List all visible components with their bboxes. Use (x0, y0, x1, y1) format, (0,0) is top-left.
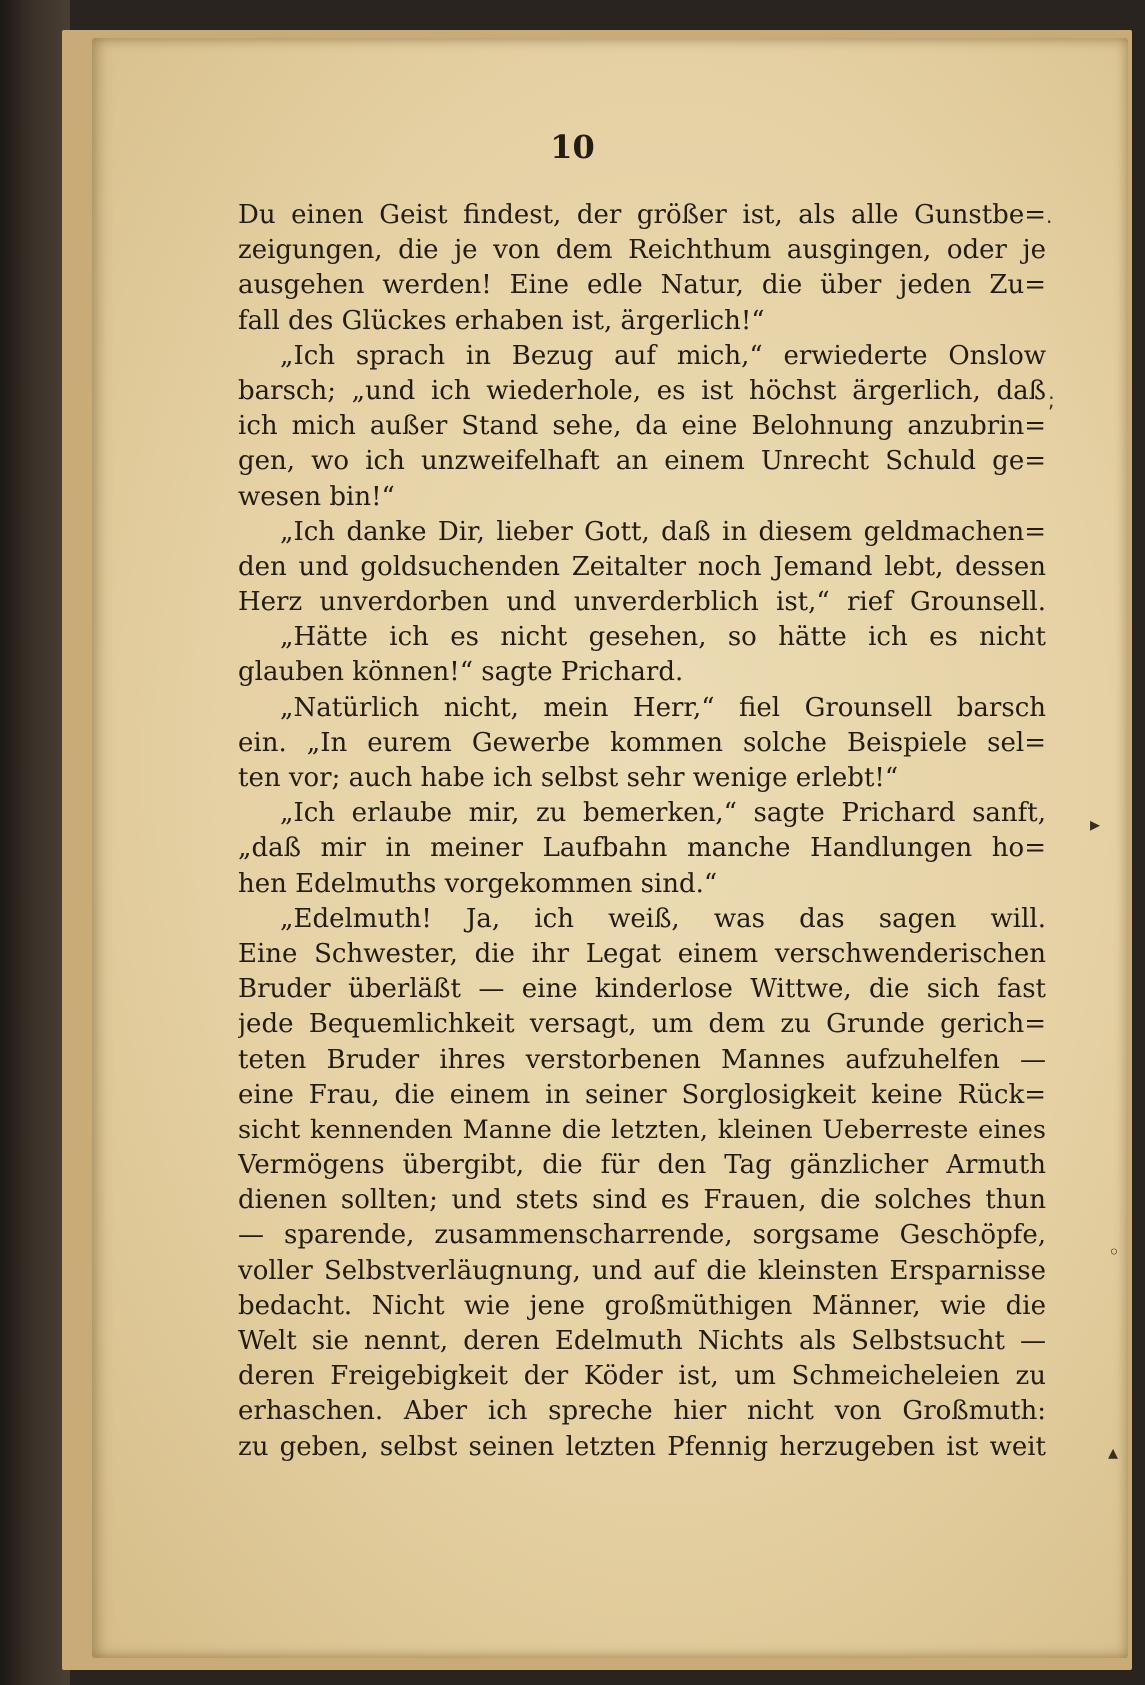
text-line: „Ich sprach in Bezug auf mich,“ erwiederte Onslow (280, 340, 1046, 371)
text-line: gen, wo ich unzweifelhaft an einem Unrecht Schuld ge= (238, 446, 1046, 477)
text-line: zeigungen, die je von dem Reichthum ausgingen, oder je (238, 235, 1046, 266)
text-line: ich mich außer Stand sehe, da eine Belohnung anzubrin= (238, 411, 1046, 442)
text-line: voller Selbstverläugnung, und auf die kleinsten Ersparnisse (238, 1255, 1046, 1286)
text-line: „daß mir in meiner Laufbahn manche Handlungen ho= (238, 833, 1046, 864)
text-line: erhaschen. Aber ich spreche hier nicht von Großmuth: (238, 1396, 1046, 1427)
text-line: Welt sie nennt, deren Edelmuth Nichts als Selbstsucht — (238, 1326, 1046, 1356)
text-line: jede Bequemlichkeit versagt, um dem zu Grunde gerich= (238, 1009, 1046, 1040)
text-line: zu geben, selbst seinen letzten Pfennig herzugeben ist weit (238, 1431, 1046, 1462)
text-line: — sparende, zusammenscharrende, sorgsame Geschöpfe, (238, 1220, 1046, 1251)
text-line: sicht kennenden Manne die letzten, kleinen Ueberreste eines (238, 1114, 1046, 1145)
text-line: Du einen Geist findest, der größer ist, als alle Gunstbe= (238, 200, 1046, 230)
text-line: bedacht. Nicht wie jene großmüthigen Männer, wie die (238, 1290, 1046, 1321)
text-line: ausgehen werden! Eine edle Natur, die über jeden Zu= (238, 270, 1046, 301)
text-line: „Ich danke Dir, lieber Gott, daß in diesem geldmachen= (280, 516, 1046, 547)
margin-mark: ; (1048, 388, 1055, 412)
text-line: deren Freigebigkeit der Köder ist, um Schmeicheleien zu (238, 1361, 1046, 1392)
text-line: dienen sollten; und stets sind es Frauen, die solches thun (238, 1185, 1046, 1216)
text-line: „Edelmuth! Ja, ich weiß, was das sagen will. (280, 903, 1046, 934)
text-line: „Hätte ich es nicht gesehen, so hätte ich es nicht (280, 622, 1046, 653)
text-line: fall des Glückes erhaben ist, ärgerlich!“ (238, 305, 765, 336)
text-line: ten vor; auch habe ich selbst sehr wenige erlebt!“ (238, 763, 899, 793)
text-line: hen Edelmuths vorgekommen sind.“ (238, 868, 718, 899)
text-line: Eine Schwester, die ihr Legat einem verschwenderischen (238, 938, 1046, 969)
margin-mark: · (1046, 210, 1053, 234)
margin-mark: ▸ (1090, 812, 1101, 836)
text-line: Bruder überläßt — eine kinderlose Wittwe, die sich fast (238, 974, 1046, 1005)
page-number: 10 (550, 128, 595, 166)
text-line: „Natürlich nicht, mein Herr,“ fiel Grounsell barsch (280, 692, 1046, 723)
text-line: ein. „In eurem Gewerbe kommen solche Beispiele sel= (238, 727, 1046, 758)
text-line: barsch; „und ich wiederhole, es ist höchst ärgerlich, daß (238, 375, 1046, 406)
text-line: teten Bruder ihres verstorbenen Mannes aufzuhelfen — (238, 1044, 1046, 1075)
text-line: eine Frau, die einem in seiner Sorglosigkeit keine Rück= (238, 1079, 1046, 1110)
text-line: Herz unverdorben und unverderblich ist,“ rief Grounsell. (238, 587, 1046, 618)
text-line: den und goldsuchenden Zeitalter noch Jemand lebt, dessen (238, 551, 1046, 582)
margin-mark: ▴ (1108, 1440, 1119, 1464)
text-line: glauben können!“ sagte Prichard. (238, 657, 684, 688)
body-text (238, 198, 1046, 1465)
book-cover-edge (0, 0, 70, 1685)
text-line: Vermögens übergibt, die für den Tag gänzlicher Armuth (238, 1150, 1046, 1181)
text-line: „Ich erlaube mir, zu bemerken,“ sagte Prichard sanft, (280, 798, 1046, 829)
text-line: wesen bin!“ (238, 481, 395, 512)
margin-mark: ◦ (1108, 1240, 1120, 1264)
